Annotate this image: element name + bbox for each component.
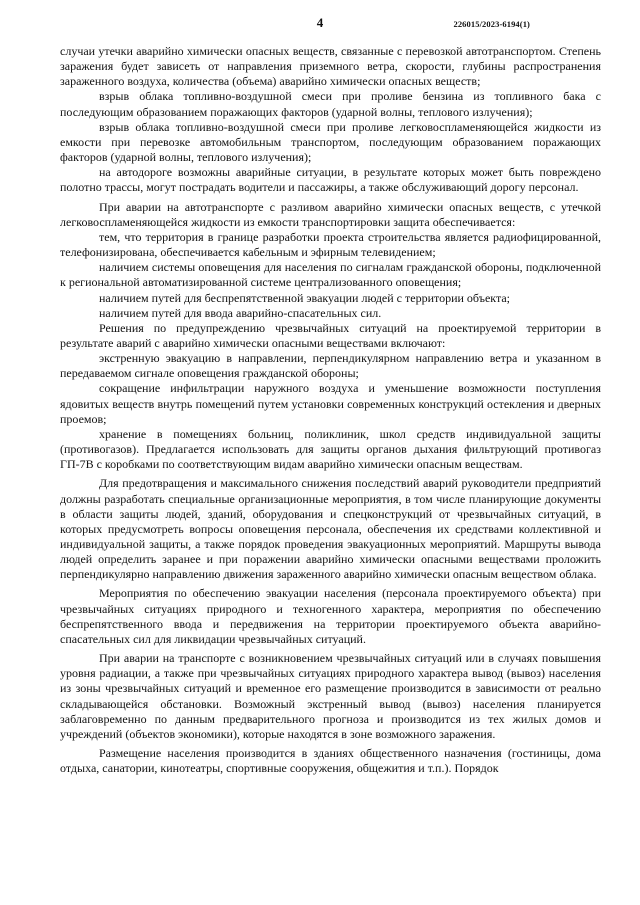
- paragraph-transport-accident: При аварии на транспорте с возникновением чрезвычайных ситуаций или в случаях повышения уровня радиации, а также при чрезвычайных ситуациях природного характера вывод (вывоз) населения из зоны чрезвычайных ситуаций и временное его размещение производится в зависимости от реально складывающейся обстановки. Возможный экстренный вывод (вывоз) населения планируется заблаговременно по данным предварительного прогноза и производится из тех жилых домов и учреждений (объектов экономики), которые находятся в зоне возможного заражения.: [60, 651, 601, 741]
- paragraph-prevention-measures: Решения по предупреждению чрезвычайных ситуаций на проектируемой территории в результате аварий с аварийно химически опасными веществами включают:: [60, 320, 601, 350]
- paragraph-protection-intro: При аварии на автотранспорте с разливом аварийно химически опасных веществ, с утечкой легковоспламеняющейся жидкости из емкости транспортировки защита обеспечивается:: [60, 199, 601, 229]
- paragraph-emergency-evacuation: экстренную эвакуацию в направлении, перпендикулярном направлению ветра и указанном в передаваемом сигнале оповещения гражданской обороны;: [60, 351, 601, 381]
- paragraph-fuel-tank-explosion: взрыв облака топливно-воздушной смеси при проливе бензина из топливного бака с последующим образованием поражающих факторов (ударной волны, теплового излучения);: [60, 89, 601, 119]
- paragraph-chemical-leak: случаи утечки аварийно химически опасных веществ, связанные с перевозкой автотранспортом. Степень заражения будет зависеть от направления приземного ветра, скорости, глубины распространения зараженного воздуха, количества (объема) аварийно химически опасных веществ;: [60, 44, 601, 89]
- document-id: 226015/2023-6194(1): [453, 19, 530, 29]
- page-number: 4: [316, 15, 324, 30]
- paragraph-road-emergency: на автодороге возможны аварийные ситуации, в результате которых может быть повреждено полотно трассы, могут пострадать водители и пассажиры, а также обслуживающий дорогу персонал.: [60, 165, 601, 195]
- paragraph-population-placement: Размещение населения производится в зданиях общественного назначения (гостиницы, дома отдыха, санатории, кинотеатры, спортивные сооружения, общежития и т.п.). Порядок: [60, 746, 601, 776]
- paragraph-rescue-access: наличием путей для ввода аварийно-спасательных сил.: [99, 305, 382, 320]
- paragraph-gas-masks: хранение в помещениях больниц, поликлиник, школ средств индивидуальной защиты (противогазов). Предлагается использовать для защиты органов дыхания фильтрующий противогаз ГП-7В с коробками по соответствующим видам аварийно химически опасным веществам.: [60, 426, 601, 472]
- paragraph-evacuation-routes: наличием путей для беспрепятственной эвакуации людей с территории объекта;: [99, 290, 510, 305]
- paragraph-enterprise-measures: Для предотвращения и максимального снижения последствий аварий руководители предприятий должны разработать специальные организационные мероприятия, в том числе планирующие документы в области защиты людей, зданий, оборудования и спецконструкций от чрезвычайных ситуаций, в которых предусмотреть вопросы оповещения персонала, обеспечения их средствами коллективной и индивидуальной защиты, а также порядок проведения эвакуационных мероприятий. Маршруты вывода людей определить заранее и при поражении аварийно химически опасными веществами проложить перпендикулярно направлению движения зараженного аварийно химически опасным веществом облака.: [60, 476, 601, 582]
- paragraph-evacuation-provision: Мероприятия по обеспечению эвакуации населения (персонала проектируемого объекта) при чрезвычайных ситуациях природного и техногенного характера, мероприятия по обеспечению беспрепятственного ввода и передвижения на территории проектируемого объекта аварийно-спасательных сил для ликвидации чрезвычайных ситуаций.: [60, 586, 601, 646]
- paragraph-air-infiltration: сокращение инфильтрации наружного воздуха и уменьшение возможности поступления ядовитых веществ внутрь помещений путем установки современных конструкций остекления и дверных проемов;: [60, 381, 601, 426]
- paragraph-warning-system: наличием системы оповещения для населения по сигналам гражданской обороны, подключенной к региональной автоматизированной системе централизованного оповещения;: [60, 260, 601, 290]
- paragraph-radio-tv: тем, что территория в границе разработки проекта строительства является радиофицированной, телефонизирована, обеспечивается кабельным и эфирным телевидением;: [60, 229, 601, 260]
- paragraph-flammable-liquid-explosion: взрыв облака топливно-воздушной смеси при проливе легковоспламеняющейся жидкости из емкости при перевозке автомобильным транспортом, последующим образованием поражающих факторов (ударной волны, теплового излучения);: [60, 119, 601, 165]
- document-body: [60, 44, 601, 776]
